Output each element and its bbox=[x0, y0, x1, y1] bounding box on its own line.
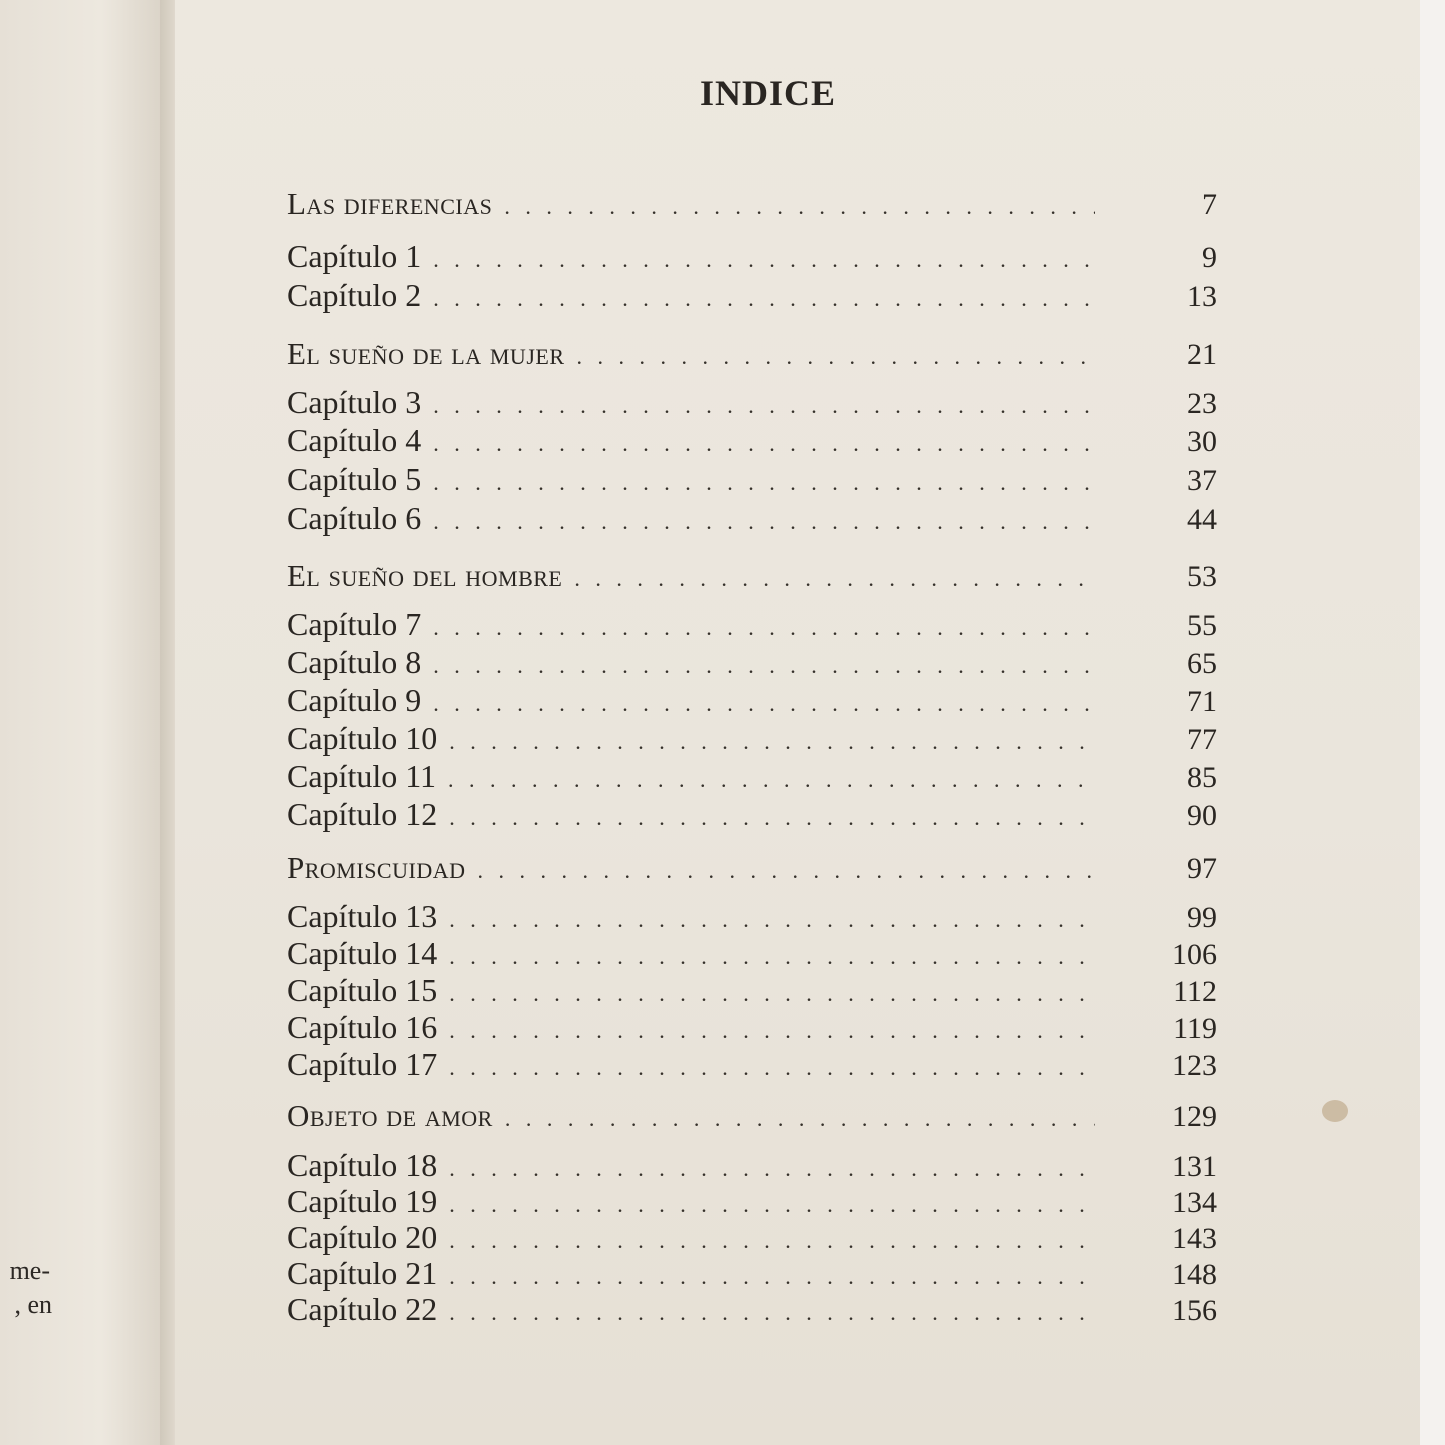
toc-chapter-row bbox=[287, 606, 1217, 646]
toc-entry-label: Capítulo 9 bbox=[287, 682, 422, 718]
toc-page-number: 134 bbox=[1172, 1186, 1217, 1219]
toc-page-number: 65 bbox=[1187, 647, 1217, 680]
dot-leader bbox=[504, 194, 1095, 220]
dot-leader bbox=[449, 729, 1095, 755]
dot-leader bbox=[577, 344, 1096, 370]
toc-chapter-row bbox=[287, 422, 1217, 462]
left-page-fragment: , en bbox=[14, 1290, 52, 1319]
toc-page-number: 9 bbox=[1202, 241, 1217, 274]
toc-chapter-row bbox=[287, 758, 1217, 798]
toc-entry-label: Objeto de amor bbox=[287, 1098, 493, 1133]
dot-leader bbox=[477, 858, 1095, 884]
toc-page-number: 71 bbox=[1187, 685, 1217, 718]
toc-page-number: 106 bbox=[1172, 938, 1217, 971]
toc-entry-label: Capítulo 8 bbox=[287, 644, 422, 680]
toc-entry-label: Capítulo 17 bbox=[287, 1046, 438, 1082]
dot-leader bbox=[505, 1106, 1095, 1132]
page-edge bbox=[1420, 0, 1445, 1445]
toc-page-number: 55 bbox=[1187, 609, 1217, 642]
toc-entry-label: Capítulo 7 bbox=[287, 606, 422, 642]
dot-leader bbox=[449, 944, 1095, 970]
toc-chapter-row bbox=[287, 1183, 1217, 1223]
toc-chapter-row bbox=[287, 1046, 1217, 1086]
dot-leader bbox=[449, 1264, 1095, 1290]
toc-chapter-row bbox=[287, 500, 1217, 540]
toc-chapter-row bbox=[287, 1219, 1217, 1259]
dot-leader bbox=[433, 247, 1095, 273]
toc-section-row bbox=[287, 186, 1217, 226]
toc-page-number: 13 bbox=[1187, 280, 1217, 313]
toc-entry-label: Capítulo 4 bbox=[287, 422, 422, 458]
paper-stain bbox=[1322, 1100, 1348, 1122]
toc-entry-label: Capítulo 13 bbox=[287, 898, 438, 934]
dot-leader bbox=[449, 1192, 1095, 1218]
dot-leader bbox=[433, 393, 1095, 419]
toc-chapter-row bbox=[287, 972, 1217, 1012]
toc-entry-label: Capítulo 5 bbox=[287, 461, 422, 497]
dot-leader bbox=[433, 653, 1095, 679]
toc-section-row bbox=[287, 336, 1217, 376]
toc-page-number: 44 bbox=[1187, 503, 1217, 536]
toc-chapter-row bbox=[287, 682, 1217, 722]
left-page bbox=[0, 0, 168, 1445]
toc-chapter-row bbox=[287, 384, 1217, 424]
toc-entry-label: Capítulo 20 bbox=[287, 1219, 438, 1255]
toc-page-number: 112 bbox=[1173, 975, 1217, 1008]
dot-leader bbox=[449, 805, 1095, 831]
toc-page-number: 23 bbox=[1187, 387, 1217, 420]
toc-page-number: 119 bbox=[1173, 1012, 1217, 1045]
toc-page-number: 156 bbox=[1172, 1294, 1217, 1327]
toc-entry-label: Capítulo 19 bbox=[287, 1183, 438, 1219]
toc-entry-label: El sueño de la mujer bbox=[287, 336, 565, 371]
toc-page-number: 143 bbox=[1172, 1222, 1217, 1255]
toc-page-number: 148 bbox=[1172, 1258, 1217, 1291]
dot-leader bbox=[449, 1018, 1095, 1044]
toc-chapter-row bbox=[287, 796, 1217, 836]
toc-page-number: 37 bbox=[1187, 464, 1217, 497]
toc-page-number: 123 bbox=[1172, 1049, 1217, 1082]
toc-entry-label: El sueño del hombre bbox=[287, 558, 563, 593]
toc-entry-label: Capítulo 3 bbox=[287, 384, 422, 420]
dot-leader bbox=[449, 1228, 1095, 1254]
toc-page-number: 21 bbox=[1187, 338, 1217, 371]
toc-page-number: 7 bbox=[1202, 188, 1217, 221]
toc-page-number: 85 bbox=[1187, 761, 1217, 794]
dot-leader bbox=[433, 431, 1095, 457]
toc-entry-label: Capítulo 14 bbox=[287, 935, 438, 971]
toc-entry-label: Capítulo 6 bbox=[287, 500, 422, 536]
toc-chapter-row bbox=[287, 1291, 1217, 1331]
dot-leader bbox=[433, 286, 1095, 312]
dot-leader bbox=[574, 566, 1095, 592]
toc-entry-label: Promiscuidad bbox=[287, 850, 466, 885]
toc-entry-label: Capítulo 10 bbox=[287, 720, 438, 756]
toc-section-row bbox=[287, 1098, 1217, 1138]
toc-page-number: 99 bbox=[1187, 901, 1217, 934]
toc-page-number: 90 bbox=[1187, 799, 1217, 832]
toc-entry-label: Capítulo 21 bbox=[287, 1255, 438, 1291]
dot-leader bbox=[449, 1055, 1095, 1081]
toc-section-row bbox=[287, 558, 1217, 598]
toc-page-number: 97 bbox=[1187, 852, 1217, 885]
toc-chapter-row bbox=[287, 1255, 1217, 1295]
toc-page-number: 131 bbox=[1172, 1150, 1217, 1183]
dot-leader bbox=[449, 981, 1095, 1007]
dot-leader bbox=[448, 767, 1095, 793]
toc-entry-label: Capítulo 18 bbox=[287, 1147, 438, 1183]
dot-leader bbox=[449, 907, 1095, 933]
toc-chapter-row bbox=[287, 238, 1217, 278]
toc-page-number: 30 bbox=[1187, 425, 1217, 458]
toc-entry-label: Capítulo 15 bbox=[287, 972, 438, 1008]
toc-entry-label: Las diferencias bbox=[287, 186, 493, 221]
left-page-fragment: me- bbox=[9, 1256, 50, 1285]
toc-chapter-row bbox=[287, 935, 1217, 975]
toc-section-row bbox=[287, 850, 1217, 890]
toc-page-number: 53 bbox=[1187, 560, 1217, 593]
index-title: INDICE bbox=[700, 73, 837, 113]
dot-leader bbox=[449, 1300, 1095, 1326]
toc-entry-label: Capítulo 22 bbox=[287, 1291, 438, 1327]
toc-chapter-row bbox=[287, 644, 1217, 684]
toc-entry-label: Capítulo 1 bbox=[287, 238, 422, 274]
toc-page-number: 129 bbox=[1172, 1100, 1217, 1133]
toc-chapter-row bbox=[287, 461, 1217, 501]
toc-entry-label: Capítulo 16 bbox=[287, 1009, 438, 1045]
toc-page-number: 77 bbox=[1187, 723, 1217, 756]
toc-chapter-row bbox=[287, 277, 1217, 317]
toc-chapter-row bbox=[287, 1009, 1217, 1049]
toc-chapter-row bbox=[287, 898, 1217, 938]
toc-chapter-row bbox=[287, 1147, 1217, 1187]
dot-leader bbox=[433, 509, 1095, 535]
toc-entry-label: Capítulo 11 bbox=[287, 758, 437, 794]
dot-leader bbox=[449, 1156, 1095, 1182]
dot-leader bbox=[433, 691, 1095, 717]
toc-entry-label: Capítulo 12 bbox=[287, 796, 438, 832]
dot-leader bbox=[433, 615, 1095, 641]
toc-entry-label: Capítulo 2 bbox=[287, 277, 422, 313]
toc-chapter-row bbox=[287, 720, 1217, 760]
dot-leader bbox=[433, 470, 1095, 496]
